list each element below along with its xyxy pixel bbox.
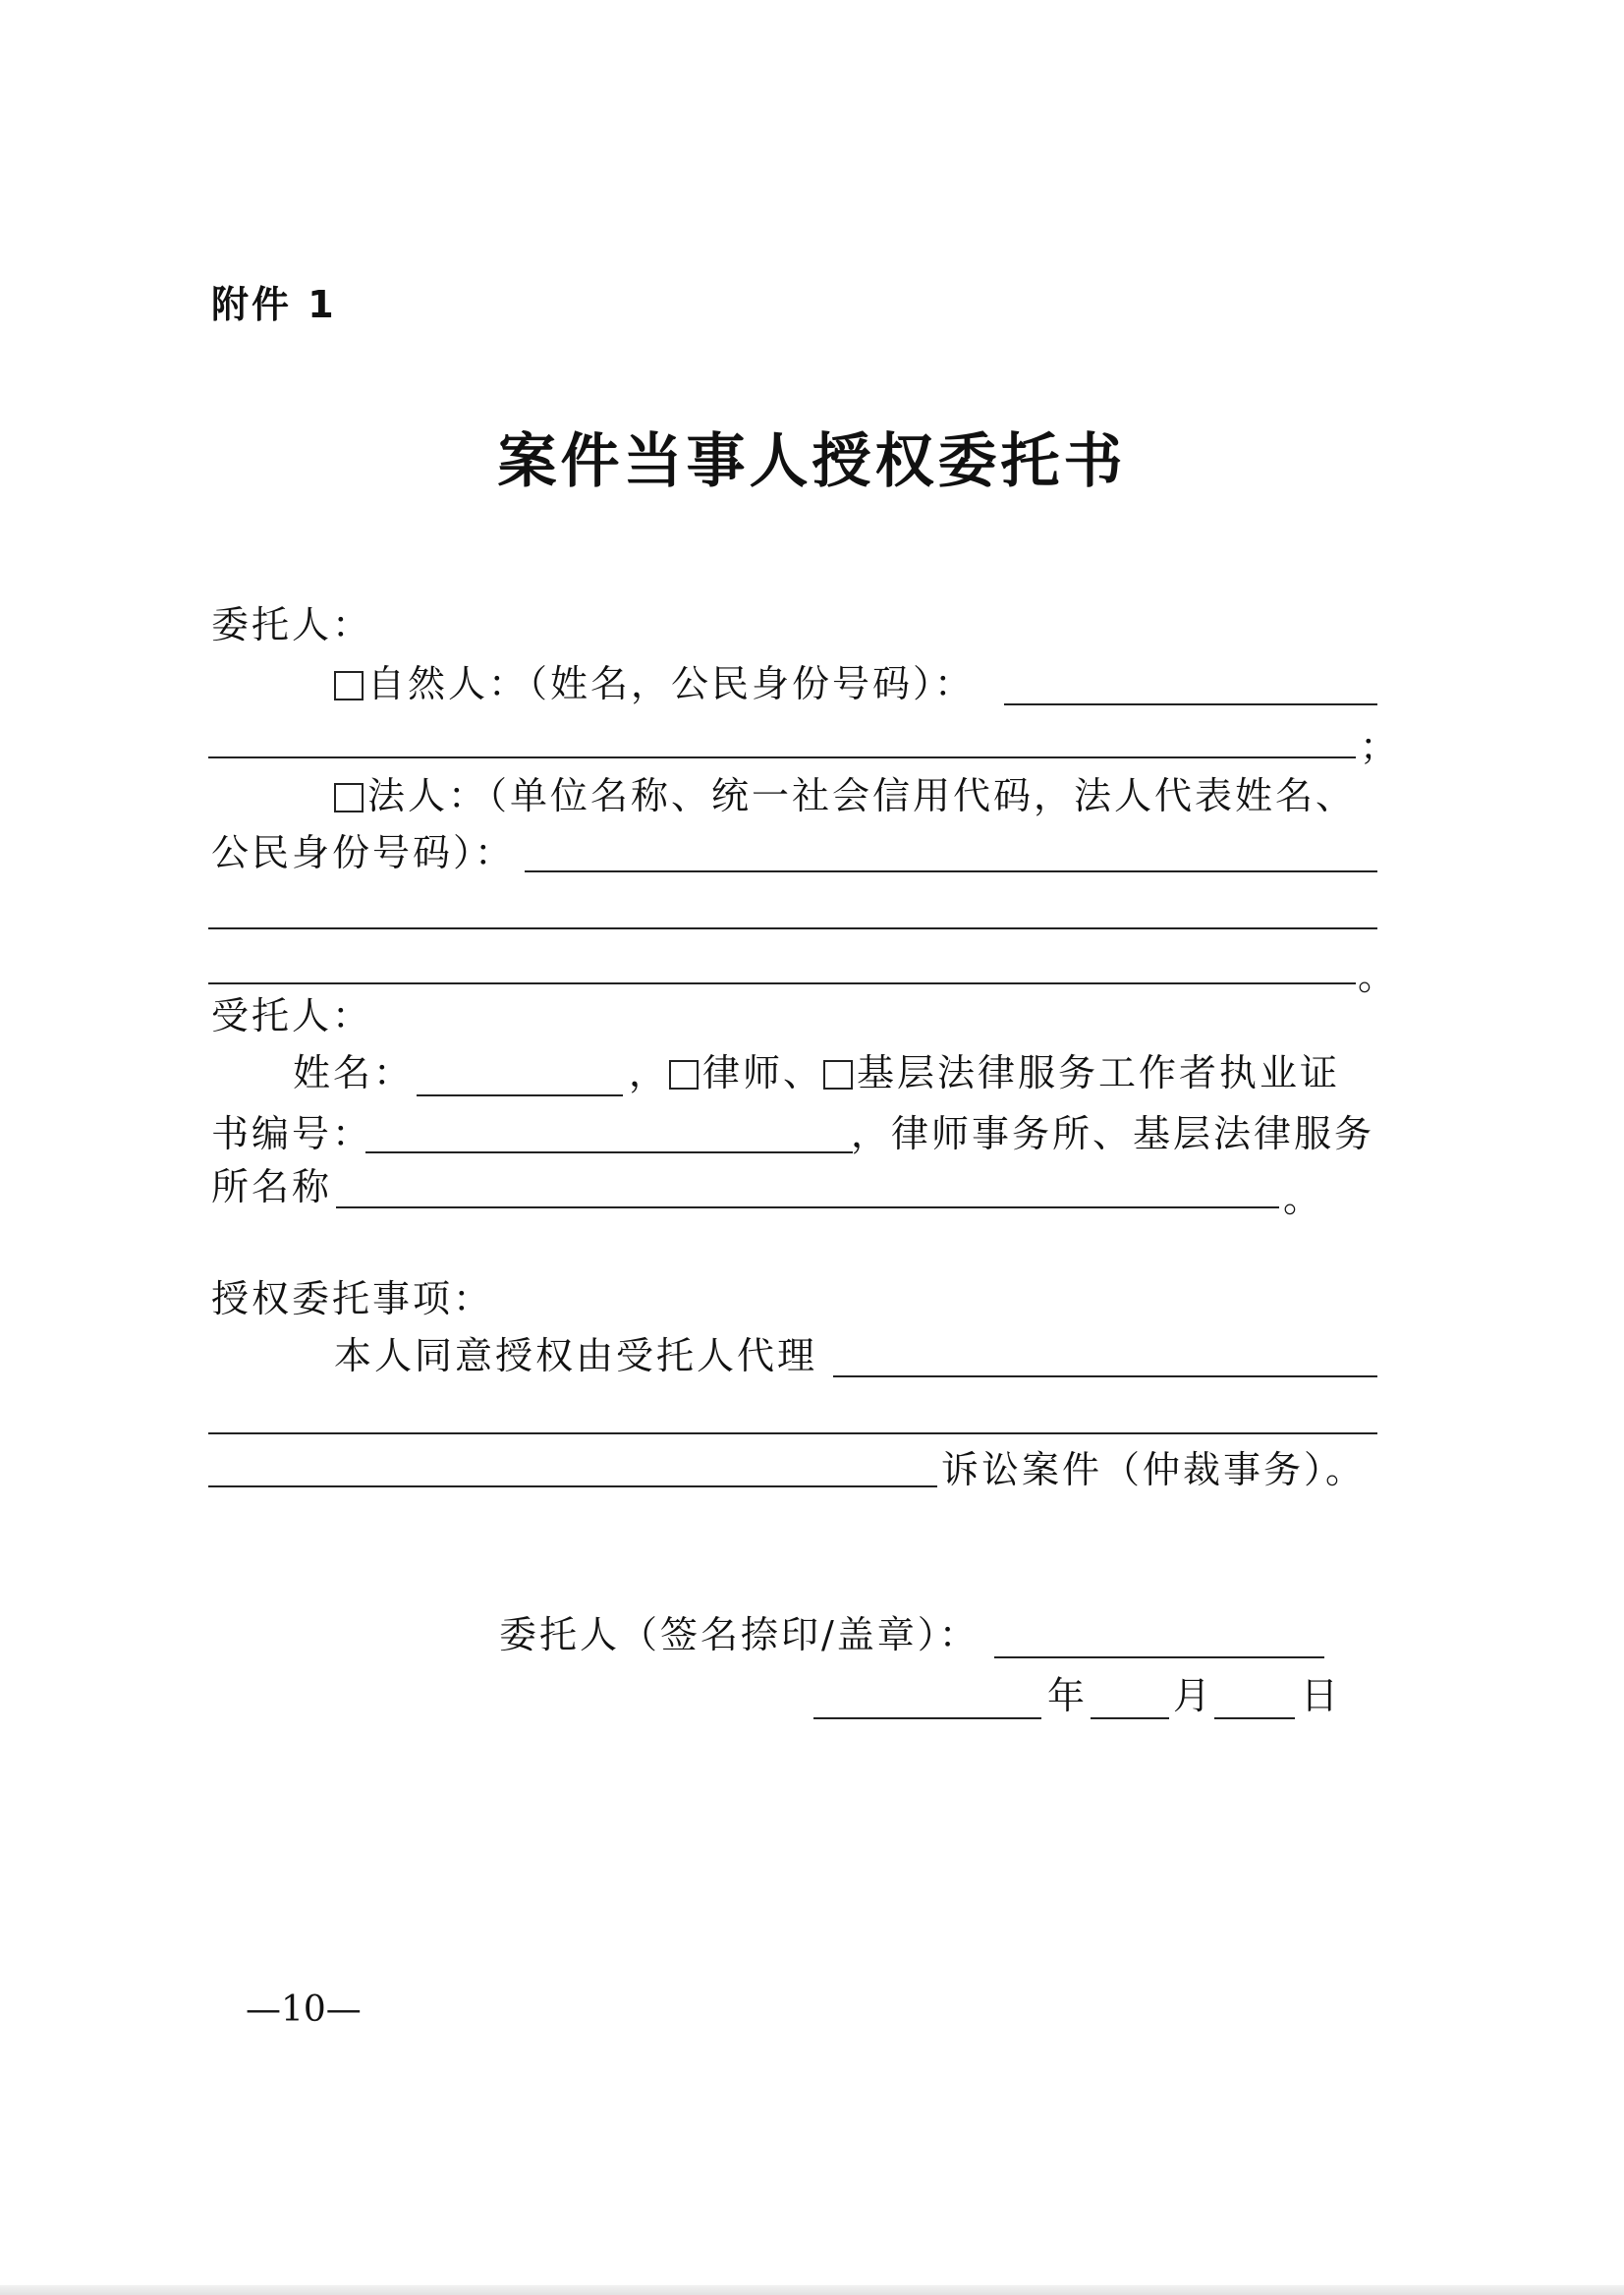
natural-person-field-1[interactable] [1004, 703, 1377, 705]
grassroots-option-label: 基层法律服务工作者执业证 [857, 1051, 1341, 1094]
scan-edge [0, 2285, 1624, 2295]
legal-person-field-1[interactable] [525, 870, 1377, 872]
attachment-label: 附件 1 [211, 283, 337, 326]
year-label: 年 [1047, 1674, 1089, 1717]
natural-person-checkbox[interactable] [334, 671, 364, 700]
agent-options [629, 1049, 1340, 1096]
grassroots-checkbox[interactable] [823, 1060, 853, 1090]
legal-person-end: 。 [1358, 955, 1399, 998]
legal-person-label-line2: 公民身份号码）： [211, 831, 516, 874]
matters-heading: 授权委托事项： [211, 1277, 494, 1320]
firm-label-line2: 所名称 [211, 1165, 333, 1208]
page-title: 案件当事人授权委托书 [497, 427, 1127, 496]
natural-person-end: ； [1360, 725, 1401, 768]
legal-person-checkbox[interactable] [334, 783, 364, 812]
month-label: 月 [1173, 1674, 1214, 1717]
matters-field-2[interactable] [208, 1432, 1377, 1434]
natural-person-option [334, 660, 975, 707]
page-number: —10— [246, 1989, 362, 2030]
matters-field-3[interactable] [208, 1485, 937, 1487]
legal-person-label-line1: 法人：（单位名称、统一社会信用代码，法人代表姓名、 [367, 774, 1357, 817]
natural-person-field-2[interactable] [208, 756, 1356, 758]
firm-end: 。 [1283, 1177, 1324, 1220]
matters-suffix: 诉讼案件（仲裁事务）。 [941, 1448, 1367, 1491]
principal-heading: 委托人： [211, 603, 373, 646]
firm-name-field[interactable] [336, 1206, 1279, 1208]
firm-label-line1: ，律师事务所、基层法律服务 [851, 1112, 1375, 1155]
cert-number-label: 书编号： [211, 1112, 373, 1155]
natural-person-label: 自然人：（姓名，公民身份号码）： [367, 662, 976, 705]
day-field[interactable] [1214, 1717, 1295, 1719]
agent-heading: 受托人： [211, 994, 373, 1037]
legal-person-field-3[interactable] [208, 982, 1356, 984]
cert-number-field[interactable] [365, 1151, 853, 1153]
signature-field[interactable] [994, 1656, 1324, 1658]
agent-comma: ， [629, 1051, 670, 1094]
day-label: 日 [1301, 1674, 1342, 1717]
lawyer-checkbox[interactable] [669, 1060, 699, 1090]
matters-intro: 本人同意授权由受托人代理 [334, 1334, 818, 1377]
year-field[interactable] [813, 1717, 1041, 1719]
legal-person-field-2[interactable] [208, 927, 1377, 929]
month-field[interactable] [1091, 1717, 1169, 1719]
agent-name-field[interactable] [417, 1094, 623, 1096]
signature-label: 委托人（签名捺印/盖章）： [499, 1613, 980, 1656]
lawyer-option-label: 律师、 [702, 1051, 824, 1094]
matters-field-1[interactable] [833, 1375, 1377, 1377]
agent-name-label: 姓名： [293, 1051, 415, 1094]
legal-person-option [334, 772, 1356, 819]
